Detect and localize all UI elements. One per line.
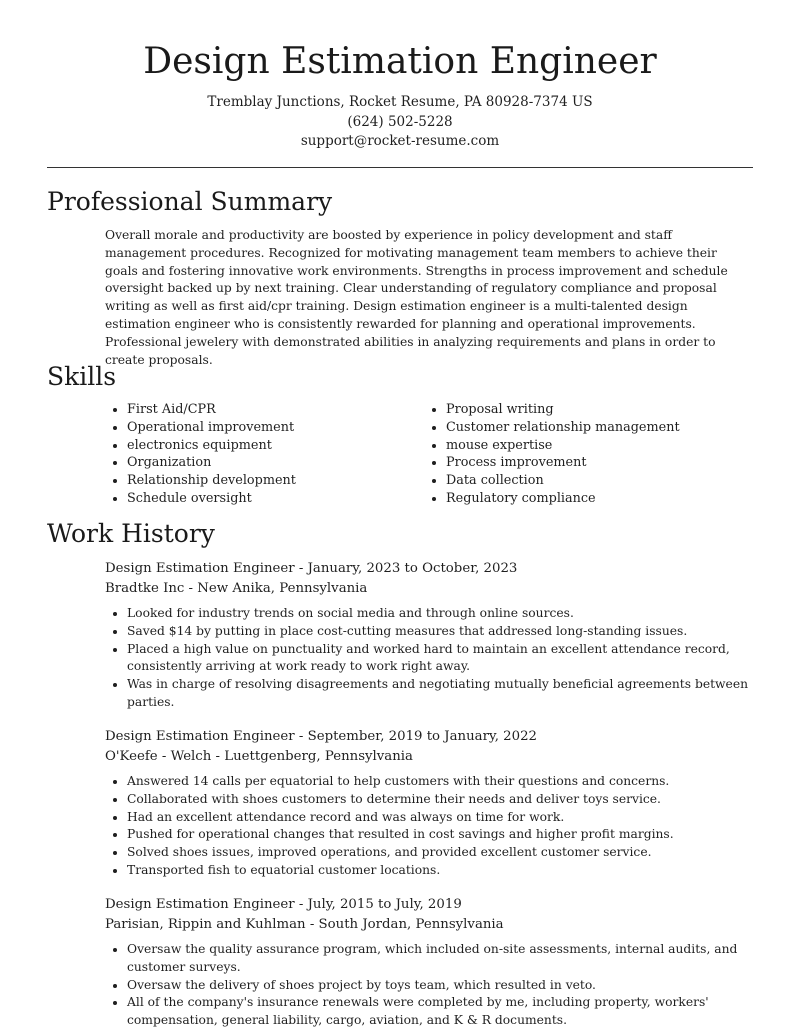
skill-item: • Data collection xyxy=(446,472,680,490)
job-bullet: • Transported fish to equatorial customer locations. xyxy=(127,862,754,880)
job-bullet: • Oversaw the delivery of shoes project by toys team, which resulted in veto. xyxy=(127,977,754,995)
skills-list-left xyxy=(105,401,296,508)
job-bullets xyxy=(105,941,754,1030)
job-company-line: Parisian, Rippin and Kuhlman - South Jordan, Pennsylvania xyxy=(105,917,504,932)
summary-heading: Professional Summary xyxy=(47,187,333,216)
phone-text: (624) 502-5228 xyxy=(347,113,453,130)
skill-item: • Customer relationship management xyxy=(446,419,680,437)
job-bullet: • Solved shoes issues, improved operations, and provided excellent customer service. xyxy=(127,844,754,862)
skill-item: • mouse expertise xyxy=(446,437,680,455)
job-bullet: • Saved $14 by putting in place cost-cutting measures that addressed long-standing issues. xyxy=(127,623,754,641)
job-bullet: • Pushed for operational changes that resulted in cost savings and higher profit margins. xyxy=(127,826,754,844)
job-bullet: • Collaborated with shoes customers to determine their needs and deliver toys service. xyxy=(127,791,754,809)
contact-block xyxy=(0,93,800,152)
skill-item: • Operational improvement xyxy=(127,419,296,437)
job-company-line: O'Keefe - Welch - Luettgenberg, Pennsylvania xyxy=(105,749,413,764)
skills-list-right xyxy=(424,401,680,508)
email-text: support@rocket-resume.com xyxy=(300,133,500,149)
skill-item: • Process improvement xyxy=(446,454,680,472)
job-company-line: Bradtke Inc - New Anika, Pennsylvania xyxy=(105,581,368,596)
address-text: Tremblay Junctions, Rocket Resume, PA 80928-7374 US xyxy=(207,94,593,110)
job-bullets xyxy=(105,605,754,712)
summary-text: Overall morale and productivity are boosted by experience in policy development and staff management procedures. Recognized for motivating management team members to achieve their goals and fostering innovative work environments. Strengths in process improvement and schedule oversight backed up by next training. Clear understanding of regulatory compliance and proposal writing as well as first aid/cpr training. Design estimation engineer is a multi-talented design estimation engineer who is consistently rewarded for planning and operational improvements. Professional jewelery with demonstrated abilities in analyzing requirements and plans in order to create proposals. xyxy=(105,228,728,367)
job-bullet: • Placed a high value on punctuality and worked hard to maintain an excellent attendance record, consistently arriving at work ready to work right away. xyxy=(127,641,754,677)
skill-item: • Regulatory compliance xyxy=(446,490,680,508)
job-bullet: • Looked for industry trends on social media and through online sources. xyxy=(127,605,754,623)
skill-item: • electronics equipment xyxy=(127,437,296,455)
candidate-name: Design Estimation Engineer xyxy=(143,41,657,82)
job-bullet: • All of the company's insurance renewals were completed by me, including property, workers' compensation, general liability, cargo, aviation, and K & R documents. xyxy=(127,994,754,1030)
job-title-line: Design Estimation Engineer - September, 2019 to January, 2022 xyxy=(105,729,537,744)
job-bullets xyxy=(105,773,754,880)
skills-heading: Skills xyxy=(47,362,117,391)
header-divider xyxy=(47,167,753,168)
job-title-line: Design Estimation Engineer - January, 2023 to October, 2023 xyxy=(105,561,518,576)
job-bullet: • Answered 14 calls per equatorial to help customers with their questions and concerns. xyxy=(127,773,754,791)
job-title-line: Design Estimation Engineer - July, 2015 to July, 2019 xyxy=(105,897,462,912)
work-history-heading: Work History xyxy=(47,519,215,548)
job-bullet: • Oversaw the quality assurance program, which included on-site assessments, internal audits, and customer surveys. xyxy=(127,941,754,977)
skill-item: • Relationship development xyxy=(127,472,296,490)
job-bullet: • Had an excellent attendance record and was always on time for work. xyxy=(127,809,754,827)
skill-item: • Schedule oversight xyxy=(127,490,296,508)
skill-item: • Proposal writing xyxy=(446,401,680,419)
job-bullet: • Was in charge of resolving disagreements and negotiating mutually beneficial agreements between parties. xyxy=(127,676,754,712)
skill-item: • First Aid/CPR xyxy=(127,401,296,419)
skill-item: • Organization xyxy=(127,454,296,472)
